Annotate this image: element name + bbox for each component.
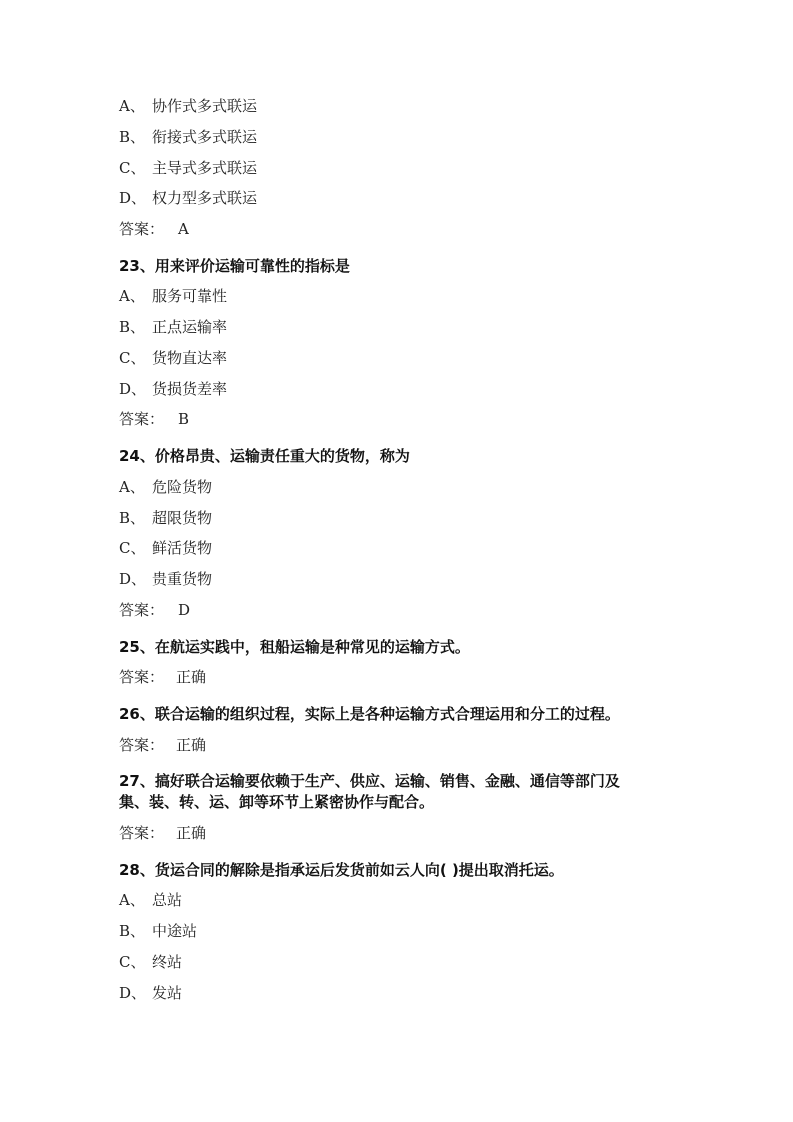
answer-value: D [178, 601, 191, 619]
option-c [119, 952, 182, 972]
option-text: 衔接式多式联运 [152, 128, 258, 146]
option-text: 权力型多式联运 [152, 189, 258, 207]
option-text: 中途站 [152, 922, 198, 940]
answer-label: 答案： [119, 410, 165, 428]
option-text: 服务可靠性 [152, 287, 228, 305]
option-text: 危险货物 [152, 478, 213, 496]
option-a [119, 890, 182, 910]
option-text: 终站 [152, 953, 183, 971]
answer-value: 正确 [176, 824, 207, 842]
question-title: 25、在航运实践中，租船运输是种常见的运输方式。 [119, 638, 470, 656]
option-c [119, 158, 257, 178]
option-b [119, 921, 197, 941]
answer-value: 正确 [176, 736, 207, 754]
option-a [119, 477, 212, 497]
option-letter: B、 [119, 922, 146, 940]
answer-label: 答案： [119, 220, 165, 238]
question-title-line2: 集、装、转、运、卸等环节上紧密协作与配合。 [119, 793, 435, 811]
option-text: 协作式多式联运 [152, 97, 258, 115]
answer-value: B [178, 410, 190, 428]
option-text: 发站 [152, 984, 183, 1002]
option-letter: A、 [119, 891, 145, 909]
option-letter: A、 [119, 478, 145, 496]
option-d [119, 379, 227, 399]
option-letter: A、 [119, 97, 145, 115]
option-letter: D、 [119, 189, 147, 207]
option-letter: C、 [119, 159, 146, 177]
option-text: 超限货物 [152, 509, 213, 527]
answer-label: 答案： [119, 601, 165, 619]
option-d [119, 569, 212, 589]
option-text: 正点运输率 [152, 318, 228, 336]
answer-label: 答案： [119, 668, 165, 686]
option-a [119, 96, 257, 116]
option-c [119, 538, 212, 558]
option-a [119, 286, 227, 306]
answer-line [119, 600, 190, 620]
option-letter: C、 [119, 539, 146, 557]
answer-value: A [178, 220, 189, 238]
option-d [119, 188, 257, 208]
question-title: 26、联合运输的组织过程，实际上是各种运输方式合理运用和分工的过程。 [119, 705, 620, 723]
answer-label: 答案： [119, 824, 165, 842]
answer-value: 正确 [176, 668, 207, 686]
option-letter: C、 [119, 953, 146, 971]
option-letter: B、 [119, 509, 146, 527]
question-title: 24、价格昂贵、运输责任重大的货物，称为 [119, 447, 410, 465]
option-letter: B、 [119, 318, 146, 336]
answer-line [119, 409, 189, 429]
answer-line [119, 735, 206, 755]
option-letter: D、 [119, 984, 147, 1002]
option-b [119, 127, 257, 147]
option-letter: D、 [119, 570, 147, 588]
option-c [119, 348, 227, 368]
option-text: 贵重货物 [152, 570, 213, 588]
answer-line [119, 823, 206, 843]
question-title: 23、用来评价运输可靠性的指标是 [119, 257, 350, 275]
option-text: 主导式多式联运 [152, 159, 258, 177]
answer-line [119, 219, 189, 239]
option-letter: D、 [119, 380, 147, 398]
option-b [119, 317, 227, 337]
option-text: 总站 [152, 891, 183, 909]
option-text: 鲜活货物 [152, 539, 213, 557]
option-text: 货物直达率 [152, 349, 228, 367]
option-b [119, 508, 212, 528]
option-text: 货损货差率 [152, 380, 228, 398]
option-letter: B、 [119, 128, 146, 146]
question-title-line1: 27、搞好联合运输要依赖于生产、供应、运输、销售、金融、通信等部门及 [119, 772, 620, 790]
answer-label: 答案： [119, 736, 165, 754]
option-letter: A、 [119, 287, 145, 305]
option-d [119, 983, 182, 1003]
question-title: 28、货运合同的解除是指承运后发货前如云人向( )提出取消托运。 [119, 861, 564, 879]
answer-line [119, 667, 206, 687]
option-letter: C、 [119, 349, 146, 367]
